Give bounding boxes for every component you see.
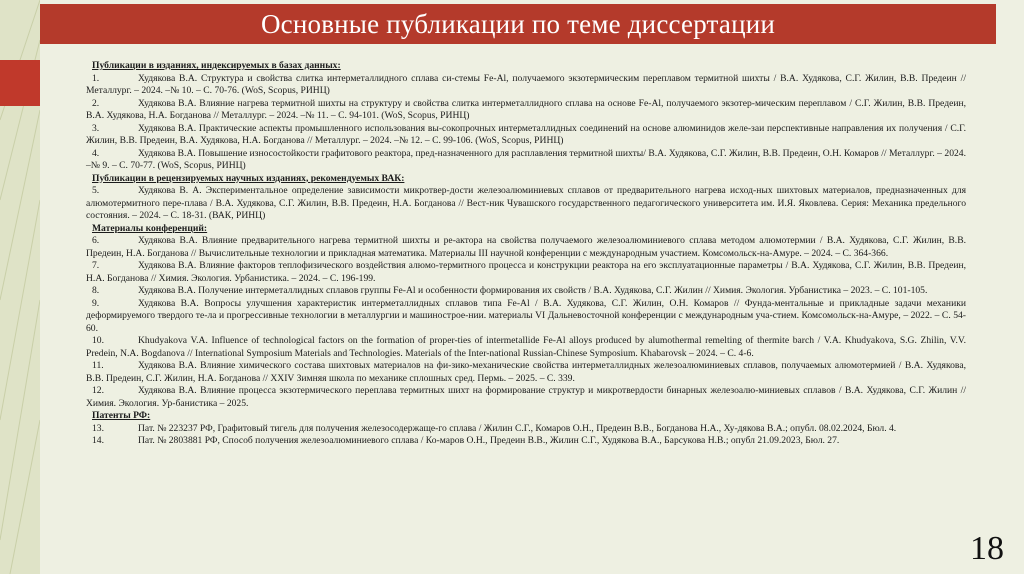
list-item xyxy=(86,285,966,298)
item-number: 8. xyxy=(92,285,100,296)
list-item xyxy=(86,98,966,123)
list-item xyxy=(86,148,966,173)
item-number: 1. xyxy=(92,72,100,84)
section-heading: Материалы конференций: xyxy=(92,222,208,234)
item-text: Худякова В.А. Влияние предварительного нагрева термитной шихты и ре-актора на свойства получаемого железоалюминиевого сплава методом алюмотермии / В.А. Худякова, С.Г. Жилин, В.В. Предеин, Н.А. Богданова // Вычислительные технологии и прикладная математика. Материалы III научной конференции с международным участием. Комсомольск-на-Амуре. – 2024. – С. 364-366. xyxy=(86,235,966,259)
item-text: Пат. № 2803881 РФ, Способ получения железоалюминиевого сплава / Ко-маров О.Н., Предеин В.В., Жилин С.Г., Худякова В.А., Барсукова Н.В.; опубл 21.09.2023, Бюл. 27. xyxy=(138,435,840,446)
item-number: 13. xyxy=(92,422,104,434)
list-item xyxy=(86,298,966,336)
item-text: Пат. № 223237 РФ, Графитовый тигель для получения железосодержаще-го сплава / Жилин С.Г., Комаров О.Н., Предеин В.В., Богданова Н.А., Ху-дякова В.А.; опубл. 08.02.2024, Бюл. 4. xyxy=(138,422,897,434)
item-number: 10. xyxy=(92,335,104,346)
list-item xyxy=(86,123,966,148)
item-number: 4. xyxy=(92,147,100,159)
item-number: 14. xyxy=(92,435,104,446)
item-text: Худякова В.А. Вопросы улучшения характеристик интерметаллидных сплавов типа Fe-Al / В.А. Худякова, С.Г. Жилин, О.Н. Комаров // Фунда-ментальные и прикладные задачи механики деформируемого твердого те-ла и прогрессивные технологии в металлургии и машинострое-нии. материалы VI Дальневосточной конференции с международным уча-стием. Комсомольск-на-Амуре, – 2022. – С. 54-60. xyxy=(86,297,966,334)
publications-list xyxy=(86,60,966,448)
list-item xyxy=(86,335,966,360)
item-text: Худякова В.А. Влияние нагрева термитной шихты на структуру и свойства слитка интерметаллидного сплава на основе Fe-Al, получаемого экзотер-мическим переплавом / С.Г. Жилин, В.В. Предеин, В.А. Худякова, Н.А. Богданова // Металлург. – 2024. –№ 11. – С. 94-101. (WoS, Scopus, РИНЦ) xyxy=(86,97,966,121)
item-number: 2. xyxy=(92,97,100,109)
item-number: 11. xyxy=(92,360,104,371)
item-number: 5. xyxy=(92,185,100,196)
item-text: Худякова В.А. Получение интерметаллидных сплавов группы Fe-Al и особенности формирования их свойств / В.А. Худякова, С.Г. Жилин // Химия. Экология. Урбанистика – 2023. – С. 101-105. xyxy=(138,285,928,296)
item-text: Худякова В. А. Экспериментальное определение зависимости микротвер-дости железоалюминиевых сплавов от предварительного нагрева исход-ных шихтовых материалов, предназначенных для алюмотермитного пере-плава / В.А. Худякова, С.Г. Жилин, В.В. Предеин, Н.А. Богданова // Вест-ник Чувашского государственного педагогического университета им. И.Я. Яковлева. Серия: Механика предельного состояния. – 2024. – С. 18-31. (ВАК, РИНЦ) xyxy=(86,185,966,221)
section-heading: Публикации в изданиях, индексируемых в базах данных: xyxy=(92,60,341,71)
item-number: 9. xyxy=(92,297,100,309)
list-item xyxy=(86,235,966,260)
list-item xyxy=(86,423,966,436)
item-number: 7. xyxy=(92,260,100,271)
list-item xyxy=(86,260,966,285)
list-item xyxy=(86,360,966,385)
item-text: Худякова В.А. Структура и свойства слитка интерметаллидного сплава си-стемы Fe-Al, получаемого экзотермическим переплавом термитной шихты / В.А. Худякова, С.Г. Жилин, В.В. Предеин // Металлург. – 2024. –№ 10. – С. 70-76. (WoS, Scopus, РИНЦ) xyxy=(86,72,966,96)
item-number: 3. xyxy=(92,122,100,134)
section-heading: Публикации в рецензируемых научных изданиях, рекомендуемых ВАК: xyxy=(92,172,405,184)
list-item xyxy=(86,385,966,410)
list-item xyxy=(86,185,966,223)
list-item xyxy=(86,73,966,98)
page-number: 18 xyxy=(970,530,1004,567)
title-bar xyxy=(40,4,996,44)
section-heading: Патенты РФ: xyxy=(92,410,151,421)
item-text: Худякова В.А. Повышение износостойкости графитового реактора, пред-назначенного для расплавления термитной шихты/ В.А. Худякова, С.Г. Жилин, В.В. Предеин, О.Н. Комаров // Металлург. – 2024. –№ 9. – С. 70-77. (WoS, Scopus, РИНЦ) xyxy=(86,147,966,171)
red-accent-tab xyxy=(0,60,40,106)
slide-title: Основные публикации по теме диссертации xyxy=(260,8,776,39)
item-number: 12. xyxy=(92,385,104,396)
item-text: Худякова В.А. Практические аспекты промышленного использования вы-сокопрочных интерметаллидных соединений на основе алюминидов желе-заи перспективные направления их получения / С.Г. Жилин, В.В. Предеин, В.А. Худякова, Н.А. Богданова // Металлург. – 2024. –№ 12. – С. 99-106. (WoS, Scopus, РИНЦ) xyxy=(86,122,966,146)
item-text: Худякова В.А. Влияние процесса экзотермического переплава термитных шихт на формирование структур и микротвердости бинарных железоалю-миниевых сплавов / В.А. Худякова, С.Г. Жилин // Химия. Экология. Ур-банистика – 2025. xyxy=(86,385,966,409)
item-text: Худякова В.А. Влияние факторов теплофизического воздействия алюмо-термитного процесса и конструкции реактора на его эксплуатационные параметры / В.А. Худякова, С.Г. Жилин, В.В. Предеин, Н.А. Богданова // Химия. Экология. Урбанистика. – 2024. – С. 196-199. xyxy=(86,260,966,284)
item-text: Худякова В.А. Влияние химического состава шихтовых материалов на фи-зико-механические свойства интерметаллидных железоалюминиевых сплавов, получаемых алюмотермией / В.А. Худякова, В.В. Предеин, С.Г. Жилин, Н.А. Богданова // XXIV Зимняя школа по механике сплошных сред. Пермь. – 2025. – С. 339. xyxy=(86,360,966,384)
list-item xyxy=(86,435,966,448)
item-text: Khudyakova V.A. Influence of technological factors on the formation of proper-ties of intermetallide Fe-Al alloys produced by alumothermal remelting of thermite barch / V.A. Khudyakova, S.G. Zhilin, V.V. Predein, N.A. Bogdanova // International Symposium Materials and Technologies. Materials of the Inter-national Russian-Chinese Symposium. Khabarovsk – 2024. – С. 4-6. xyxy=(86,335,966,359)
item-number: 6. xyxy=(92,235,100,246)
